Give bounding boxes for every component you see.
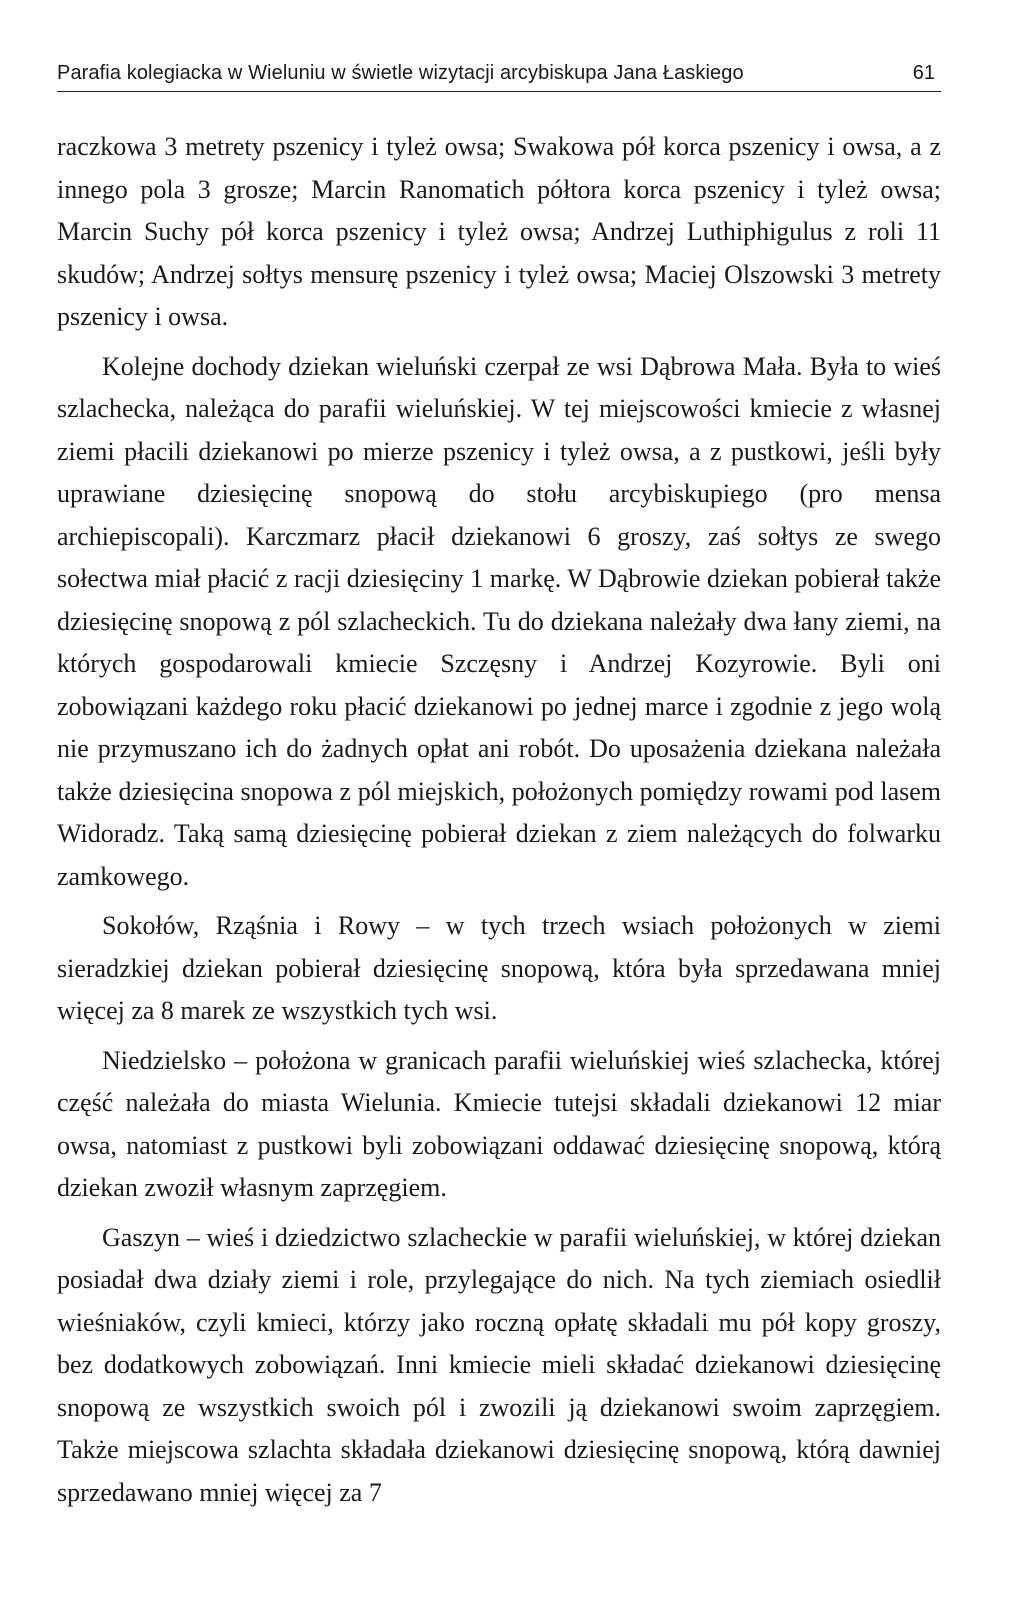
paragraph-2: Kolejne dochody dziekan wieluński czerpał ze wsi Dąbrowa Mała. Była to wieś szlachecka, należąca do parafii wieluńskiej. W tej miejscowości kmiecie z własnej ziemi płacili dziekanowi po mierze pszenicy i tyleż owsa, a z pustkowi, jeśli były uprawiane dziesięcinę snopową do stołu arcybiskupiego (pro mensa archiepiscopali). Karczmarz płacił dziekanowi 6 groszy, zaś sołtys ze swego sołectwa miał płacić z racji dziesięciny 1 markę. W Dąbrowie dziekan pobierał także dziesięcinę snopową z pól szlacheckich. Tu do dziekana należały dwa łany ziemi, na których gospodarowali kmiecie Szczęsny i Andrzej Kozyrowie. Byli oni zobowiązani każdego roku płacić dziekanowi po jednej marce i zgodnie z jego wolą nie przymuszano ich do żadnych opłat ani robót. Do uposażenia dziekana należała także dziesięcina snopowa z pól miejskich, położonych pomiędzy rowami pod lasem Widoradz. Taką samą dziesięcinę pobierał dziekan z ziem należących do folwarku zamkowego. bbox=[57, 351, 941, 891]
paragraph-4: Niedzielsko – położona w granicach parafii wieluńskiej wieś szlachecka, której część należała do miasta Wielunia. Kmiecie tutejsi składali dziekanowi 12 miar owsa, natomiast z pustkowi byli zobowiązani oddawać dziesięcinę snopową, którą dziekan zwoził własnym zaprzęgiem. bbox=[57, 1045, 941, 1202]
paragraph-1: raczkowa 3 metrety pszenicy i tyleż owsa; Swakowa pół korca pszenicy i owsa, a z innego pola 3 grosze; Marcin Ranomatich półtora korca pszenicy i tyleż owsa; Marcin Suchy pół korca pszenicy i tyleż owsa; Andrzej Luthiphigulus z roli 11 skudów; Andrzej sołtys mensurę pszenicy i tyleż owsa; Maciej Olszowski 3 metrety pszenicy i owsa. bbox=[57, 132, 941, 331]
paragraph-3: Sokołów, Rząśnia i Rowy – w tych trzech wsiach położonych w ziemi sieradzkiej dziekan pobierał dziesięcinę snopową, która była sprzedawana mniej więcej za 8 marek ze wszystkich tych wsi. bbox=[57, 911, 941, 1025]
running-head bbox=[57, 62, 941, 92]
body-text bbox=[57, 126, 941, 1514]
book-page bbox=[57, 62, 941, 1521]
running-title: Parafia kolegiacka w Wieluniu w świetle wizytacji arcybiskupa Jana Łaskiego bbox=[57, 62, 744, 84]
paragraph-5: Gaszyn – wieś i dziedzictwo szlacheckie w parafii wieluńskiej, w której dziekan posiadał dwa działy ziemi i role, przylegające do nich. Na tych ziemiach osiedlił wieśniaków, czyli kmieci, którzy jako roczną opłatę składali mu pół kopy groszy, bez dodatkowych zobowiązań. Inni kmiecie mieli składać dziekanowi dziesięcinę snopową ze wszystkich swoich pól i zwozili ją dziekanowi swoim zaprzęgiem. Także miejscowa szlachta składała dziekanowi dziesięcinę snopową, którą dawniej sprzedawano mniej więcej za 7 bbox=[57, 1222, 941, 1507]
page-number: 61 bbox=[912, 62, 935, 84]
